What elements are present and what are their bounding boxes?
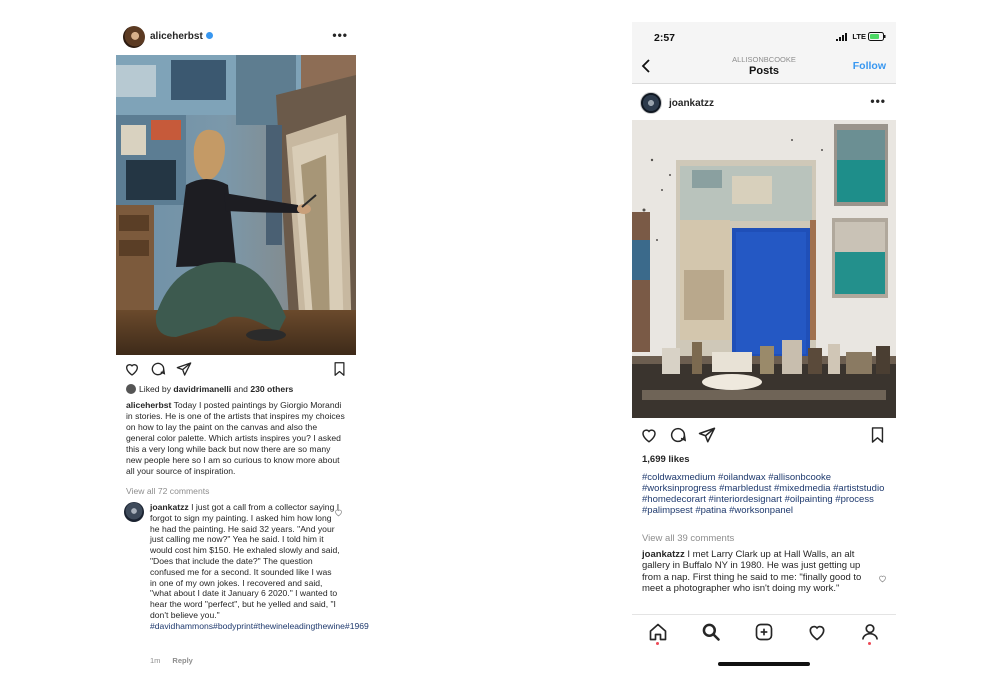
heart-icon[interactable] <box>124 361 140 377</box>
more-options-icon[interactable]: ••• <box>332 28 348 42</box>
comment-like-heart-icon[interactable] <box>334 508 343 517</box>
phone-screen <box>632 22 896 670</box>
liker-avatar <box>126 384 136 394</box>
liked-by-line <box>126 384 293 394</box>
liked-by-others[interactable]: 230 others <box>250 384 294 394</box>
left-post-header <box>116 26 356 48</box>
network-type: LTE <box>852 32 866 41</box>
username[interactable]: joankatzz <box>669 98 715 109</box>
username[interactable]: aliceherbst <box>150 31 203 42</box>
post-photo-artist-painting[interactable] <box>116 55 356 355</box>
liked-by-prefix: Liked by <box>139 384 174 394</box>
comment-meta <box>150 656 193 665</box>
bookmark-icon[interactable] <box>869 426 886 444</box>
comment-username[interactable]: joankatzz <box>642 549 685 560</box>
search-icon[interactable] <box>701 622 721 642</box>
liked-by-user[interactable]: davidrimanelli <box>173 384 232 394</box>
more-options-icon[interactable]: ••• <box>870 94 886 108</box>
notification-dot <box>656 642 659 645</box>
activity-heart-icon[interactable] <box>807 622 827 642</box>
nav-bar <box>632 52 896 84</box>
comment-username[interactable]: joankatzz <box>150 502 189 512</box>
nav-subtitle: ALLISONBCOOKE <box>732 55 796 64</box>
comment-text: I met Larry Clark up at Hall Walls, an alt gallery in Buffalo NY in 1980. He was just getting up from a nap. First thing he said to me: "finally good to meet a photographer who isn't doing my work." <box>642 549 862 594</box>
follow-button[interactable]: Follow <box>852 60 886 72</box>
comment-timestamp: 1m <box>150 656 161 665</box>
home-indicator[interactable] <box>718 662 810 666</box>
comment <box>642 549 878 594</box>
new-post-icon[interactable] <box>754 622 774 642</box>
reply-button[interactable]: Reply <box>172 656 193 665</box>
username-link[interactable] <box>150 31 213 42</box>
bookmark-icon[interactable] <box>332 361 347 377</box>
comment-hashtags[interactable]: #davidhammons#bodyprint#thewineleadingthewine#1969 <box>150 620 369 631</box>
post-action-bar <box>632 426 896 446</box>
nav-title: Posts <box>749 65 779 77</box>
notification-dot <box>868 642 871 645</box>
post-caption <box>126 400 348 477</box>
comment-icon[interactable] <box>150 361 166 377</box>
post-hashtags[interactable]: #coldwaxmedium #oilandwax #allisonbcooke #worksinprogress #marbledust #mixedmedia #artiststudio #homedecorart #interiordesignart #oilpainting #process #palimpsest #patina #worksonpanel <box>642 472 885 516</box>
comment-text: I just got a call from a collector saying I forgot to sign my painting. I asked him how long he had the painting. He said 32 years. "And your just calling me now?" Yea he said. I told him it would cost him $150. He exhaled slowly and said, "Does that include the date?" The question confused me for a second. It sounded like I was in one of my own jokes. I recovered and said, "what about I date it January 6 2020." I wanted to hear the word "perfect", but he yelled and said, "I don't believe you." <box>150 502 340 620</box>
comment-body <box>150 502 369 632</box>
right-post-header <box>632 92 896 116</box>
signal-icon <box>836 33 848 41</box>
home-icon[interactable] <box>648 622 668 642</box>
likes-count[interactable]: 1,699 likes <box>642 454 690 465</box>
share-icon[interactable] <box>698 426 716 444</box>
avatar[interactable] <box>124 502 144 522</box>
avatar[interactable] <box>123 26 145 48</box>
post-photo-studio-paintings[interactable] <box>632 120 896 418</box>
view-all-comments-link[interactable]: View all 39 comments <box>642 533 735 544</box>
verified-badge-icon <box>206 32 213 39</box>
avatar[interactable] <box>640 92 662 114</box>
status-time: 2:57 <box>654 32 676 44</box>
bottom-tab-bar <box>632 614 896 648</box>
caption-username[interactable]: aliceherbst <box>126 400 172 410</box>
view-all-comments-link[interactable]: View all 72 comments <box>126 486 210 496</box>
profile-icon[interactable] <box>860 622 880 642</box>
comment-like-heart-icon[interactable] <box>878 574 887 583</box>
heart-icon[interactable] <box>640 426 658 444</box>
status-bar <box>632 22 896 52</box>
caption-text: Today I posted paintings by Giorgio Morandi in stories. He is one of the artists that inspires my choices on how to lay the paint on the canvas and also the general color palette. Which artists inspires you? I asked this a very long while back but now there are so many new people here so I am so curious to know more about all your source of inspiration. <box>126 400 345 476</box>
post-action-bar <box>116 361 356 379</box>
comment-icon[interactable] <box>669 426 687 444</box>
share-icon[interactable] <box>176 361 192 377</box>
battery-icon <box>868 32 886 41</box>
liked-by-and: and <box>231 384 251 394</box>
